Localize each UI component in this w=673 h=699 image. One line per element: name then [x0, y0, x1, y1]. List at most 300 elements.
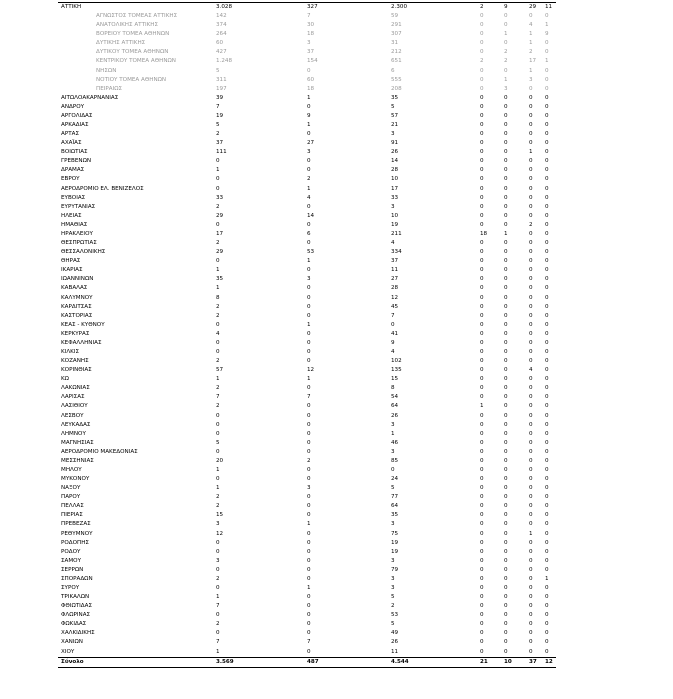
value-cell: 0	[529, 176, 533, 183]
table-row	[58, 466, 556, 475]
region-name: ΣΥΡΟΥ	[61, 585, 80, 591]
value-cell: 0	[216, 258, 220, 265]
region-name: ΕΥΒΟΙΑΣ	[61, 194, 86, 201]
value-cell: 0	[480, 67, 484, 74]
value-cell: 1	[545, 58, 549, 65]
value-cell: 0	[545, 403, 549, 410]
value-cell: 0	[545, 448, 549, 455]
region-name: ΑΕΡΟΔΡΟΜΙΟ ΜΑΚΕΔΟΝΙΑΣ	[61, 448, 138, 455]
value-cell: 0	[307, 240, 311, 247]
value-cell: 0	[480, 439, 484, 446]
table-row	[58, 493, 556, 502]
value-cell: 0	[545, 85, 549, 92]
region-name: ΛΑΚΩΝΙΑΣ	[61, 385, 90, 392]
value-cell: 26	[391, 412, 399, 419]
value-cell: 1	[307, 321, 311, 328]
value-cell: 0	[216, 539, 220, 546]
value-cell: 0	[545, 439, 549, 446]
value-cell: 9	[504, 4, 508, 10]
value-cell: 1	[529, 40, 533, 47]
region-name: ΧΑΝΙΩΝ	[61, 639, 83, 646]
value-cell: 0	[529, 103, 533, 110]
value-cell: 0	[545, 512, 549, 519]
value-cell: 0	[545, 457, 549, 464]
value-cell: 19	[391, 539, 399, 546]
value-cell: 0	[545, 367, 549, 374]
table-row	[58, 248, 556, 257]
value-cell: 26	[391, 639, 399, 646]
value-cell: 0	[480, 40, 484, 47]
region-name: ΚΩ	[61, 376, 69, 383]
value-cell: 0	[307, 494, 311, 501]
value-cell: 0	[307, 294, 311, 301]
value-cell: 0	[480, 49, 484, 56]
value-cell: 0	[545, 158, 549, 165]
region-name: ΔΥΤΙΚΗΣ ΑΤΤΙΚΗΣ	[96, 40, 146, 47]
region-name: ΤΡΙΚΑΛΩΝ	[61, 594, 90, 601]
region-name: ΗΛΕΙΑΣ	[61, 212, 82, 219]
value-cell: 0	[545, 557, 549, 564]
value-cell: 0	[529, 285, 533, 292]
value-cell: 0	[307, 548, 311, 555]
value-cell: 0	[480, 376, 484, 383]
region-name: ΛΗΜΝΟΥ	[61, 430, 86, 437]
value-cell: 0	[480, 494, 484, 501]
value-cell: 0	[545, 112, 549, 119]
value-cell: 64	[391, 503, 399, 510]
value-cell: 2	[216, 575, 220, 582]
value-cell: 0	[216, 476, 220, 483]
value-cell: 3	[391, 585, 395, 591]
value-cell: 0	[480, 294, 484, 301]
value-cell: 0	[216, 158, 220, 165]
value-cell: 0	[529, 521, 533, 528]
value-cell: 154	[307, 58, 318, 65]
value-cell: 0	[529, 94, 533, 101]
value-cell: 75	[391, 530, 399, 537]
value-cell: 3	[307, 485, 311, 492]
value-cell: 0	[480, 621, 484, 628]
value-cell: 1	[307, 585, 311, 591]
value-cell: 3	[307, 149, 311, 156]
value-cell: 0	[504, 103, 508, 110]
value-cell: 0	[480, 348, 484, 355]
value-cell: 0	[307, 131, 311, 138]
table-row	[58, 539, 556, 548]
value-cell: 0	[480, 85, 484, 92]
value-cell: 0	[504, 530, 508, 537]
value-cell: 18	[307, 85, 315, 92]
value-cell: 0	[504, 167, 508, 174]
value-cell: 0	[529, 294, 533, 301]
value-cell: 7	[216, 394, 220, 401]
value-cell: 0	[216, 421, 220, 428]
value-cell: 35	[391, 94, 399, 101]
value-cell: 0	[529, 548, 533, 555]
value-cell: 0	[504, 367, 508, 374]
table-row	[58, 303, 556, 312]
value-cell: 0	[504, 303, 508, 310]
value-cell: 49	[391, 630, 399, 637]
value-cell: 6	[391, 67, 395, 74]
value-cell: 0	[480, 212, 484, 219]
value-cell: 3	[307, 276, 311, 283]
value-cell: 0	[545, 267, 549, 274]
value-cell: 4	[216, 330, 220, 337]
value-cell: 0	[480, 394, 484, 401]
value-cell: 0	[504, 67, 508, 74]
value-cell: 0	[545, 466, 549, 473]
value-cell: 0	[480, 575, 484, 582]
value-cell: 19	[391, 221, 399, 228]
value-cell: 0	[545, 594, 549, 601]
value-cell: 0	[307, 421, 311, 428]
region-name: ΒΟΙΩΤΙΑΣ	[61, 149, 88, 156]
value-cell: 0	[545, 421, 549, 428]
table-row	[58, 520, 556, 529]
value-cell: 5	[391, 103, 395, 110]
value-cell: 0	[307, 430, 311, 437]
value-cell: 0	[545, 212, 549, 219]
value-cell: 0	[216, 348, 220, 355]
value-cell: 311	[216, 76, 227, 83]
value-cell: 0	[545, 476, 549, 483]
value-cell: 30	[307, 22, 315, 29]
value-cell: 0	[545, 348, 549, 355]
value-cell: 307	[391, 31, 402, 38]
value-cell: 2	[504, 49, 508, 56]
table-row	[58, 239, 556, 248]
region-name: ΓΡΕΒΕΝΩΝ	[61, 158, 92, 165]
value-cell: 0	[529, 249, 533, 256]
value-cell: 0	[504, 149, 508, 156]
value-cell: 31	[391, 40, 399, 47]
value-cell: 3	[391, 131, 395, 138]
value-cell: 8	[391, 385, 395, 392]
region-name: ΜΗΛΟΥ	[61, 466, 82, 473]
value-cell: 0	[504, 348, 508, 355]
value-cell: 0	[307, 476, 311, 483]
value-cell: 0	[480, 503, 484, 510]
region-name: ΦΘΙΩΤΙΔΑΣ	[61, 603, 92, 610]
value-cell: 1	[216, 485, 220, 492]
value-cell: 0	[529, 13, 533, 20]
value-cell: 0	[545, 321, 549, 328]
table-row	[58, 484, 556, 493]
value-cell: 29	[216, 249, 224, 256]
value-cell: 0	[307, 439, 311, 446]
value-cell: 0	[307, 648, 311, 655]
value-cell: 0	[480, 421, 484, 428]
value-cell: 0	[545, 585, 549, 591]
table-row	[58, 648, 556, 657]
value-cell: 0	[307, 167, 311, 174]
value-cell: 0	[545, 276, 549, 283]
value-cell: 0	[529, 594, 533, 601]
value-cell: 0	[545, 494, 549, 501]
value-cell: 0	[529, 539, 533, 546]
value-cell: 0	[529, 194, 533, 201]
region-name: ΕΒΡΟΥ	[61, 176, 80, 183]
value-cell: 0	[529, 321, 533, 328]
table-row	[58, 611, 556, 620]
value-cell: 2	[216, 303, 220, 310]
value-cell: 41	[391, 330, 399, 337]
value-cell: 0	[480, 412, 484, 419]
region-name: ΛΑΣΙΘΙΟΥ	[61, 403, 88, 410]
value-cell: 0	[529, 312, 533, 319]
value-cell: 0	[529, 230, 533, 237]
table-row	[58, 266, 556, 275]
region-name: ΦΛΩΡΙΝΑΣ	[61, 612, 91, 619]
value-cell: 0	[480, 112, 484, 119]
value-cell: 0	[307, 603, 311, 610]
value-cell: 0	[545, 394, 549, 401]
value-cell: 0	[480, 321, 484, 328]
value-cell: 0	[480, 240, 484, 247]
value-cell: 1	[307, 376, 311, 383]
value-cell: 0	[545, 249, 549, 256]
value-cell: 37	[391, 258, 399, 265]
value-cell: 0	[504, 112, 508, 119]
value-cell: 0	[545, 358, 549, 365]
value-cell: 0	[504, 321, 508, 328]
region-name: ΧΑΛΚΙΔΙΚΗΣ	[61, 630, 95, 637]
value-cell: 0	[504, 40, 508, 47]
value-cell: 14	[391, 158, 399, 165]
region-name: ΦΩΚΙΔΑΣ	[61, 621, 87, 628]
value-cell: 29	[529, 4, 537, 10]
value-cell: 0	[480, 22, 484, 29]
value-cell: 0	[545, 312, 549, 319]
region-name: ΝΗΣΩΝ	[96, 67, 117, 74]
value-cell: 7	[216, 639, 220, 646]
table-row	[58, 421, 556, 430]
value-cell: 0	[480, 521, 484, 528]
value-cell: 0	[529, 131, 533, 138]
table-subrow	[58, 76, 556, 85]
value-cell: 0	[529, 612, 533, 619]
value-cell: 1	[216, 648, 220, 655]
value-cell: 0	[545, 40, 549, 47]
region-name: ΛΕΣΒΟΥ	[61, 412, 84, 419]
value-cell: 2	[216, 240, 220, 247]
value-cell: 7	[391, 312, 395, 319]
value-cell: 4	[391, 240, 395, 247]
value-cell: 0	[529, 503, 533, 510]
value-cell: 0	[529, 566, 533, 573]
value-cell: 0	[504, 603, 508, 610]
table-row	[58, 330, 556, 339]
table-row	[58, 620, 556, 629]
value-cell: 0	[480, 648, 484, 655]
value-cell: 291	[391, 22, 402, 29]
table-row	[58, 575, 556, 584]
value-cell: 0	[529, 412, 533, 419]
value-cell: 27	[307, 140, 315, 147]
table-subrow	[58, 57, 556, 66]
total-row	[58, 657, 556, 668]
region-name: ΜΑΓΝΗΣΙΑΣ	[61, 439, 94, 446]
value-cell: 11	[391, 267, 399, 274]
table-row	[58, 629, 556, 638]
value-cell: 9	[545, 31, 549, 38]
value-cell: 1	[504, 230, 508, 237]
value-cell: 0	[504, 312, 508, 319]
value-cell: 264	[216, 31, 227, 38]
value-cell: 0	[216, 176, 220, 183]
value-cell: 33	[391, 194, 399, 201]
table-row	[58, 566, 556, 575]
table-row	[58, 212, 556, 221]
value-cell: 0	[504, 267, 508, 274]
value-cell: 1	[480, 403, 484, 410]
value-cell: 0	[307, 285, 311, 292]
table-row	[58, 402, 556, 411]
value-cell: 5	[216, 439, 220, 446]
value-cell: 7	[307, 13, 311, 20]
value-cell: 135	[391, 367, 402, 374]
region-name: ΚΟΖΑΝΗΣ	[61, 358, 89, 365]
value-cell: 7	[307, 394, 311, 401]
region-name: ΙΩΑΝΝΙΝΩΝ	[61, 276, 94, 283]
value-cell: 0	[480, 358, 484, 365]
value-cell: 0	[545, 285, 549, 292]
region-name: ΝΑΞΟΥ	[61, 485, 81, 492]
value-cell: 0	[529, 303, 533, 310]
table-row	[58, 430, 556, 439]
value-cell: 0	[529, 430, 533, 437]
value-cell: 0	[529, 494, 533, 501]
value-cell: 197	[216, 85, 227, 92]
value-cell: 0	[529, 394, 533, 401]
value-cell: 79	[391, 566, 399, 573]
region-name: ΜΥΚΟΝΟΥ	[61, 476, 90, 483]
region-name: ΠΑΡΟΥ	[61, 494, 81, 501]
region-name: ΣΠΟΡΑΔΩΝ	[61, 575, 93, 582]
value-cell: 10	[391, 212, 399, 219]
value-cell: 0	[545, 566, 549, 573]
value-cell: 0	[480, 249, 484, 256]
value-cell: 0	[529, 348, 533, 355]
value-cell: 9	[307, 112, 311, 119]
table-subrow	[58, 67, 556, 76]
value-cell: 1	[216, 466, 220, 473]
value-cell: 0	[529, 85, 533, 92]
value-cell: 3	[391, 521, 395, 528]
value-cell: 0	[480, 76, 484, 83]
value-cell: 0	[504, 122, 508, 129]
value-cell: 0	[529, 448, 533, 455]
value-cell: 9	[391, 339, 395, 346]
value-cell: 0	[480, 485, 484, 492]
table-row	[58, 375, 556, 384]
value-cell: 15	[216, 512, 224, 519]
total-cell: 37	[529, 658, 537, 665]
table-row	[58, 221, 556, 230]
value-cell: 2	[307, 457, 311, 464]
value-cell: 0	[529, 585, 533, 591]
value-cell: 5	[216, 67, 220, 74]
value-cell: 0	[307, 412, 311, 419]
value-cell: 0	[480, 176, 484, 183]
value-cell: 211	[391, 230, 402, 237]
value-cell: 45	[391, 303, 399, 310]
value-cell: 0	[504, 421, 508, 428]
value-cell: 35	[216, 276, 224, 283]
value-cell: 0	[480, 276, 484, 283]
value-cell: 0	[480, 131, 484, 138]
value-cell: 1	[529, 67, 533, 74]
value-cell: 0	[545, 76, 549, 83]
value-cell: 2	[216, 385, 220, 392]
value-cell: 0	[391, 321, 395, 328]
value-cell: 0	[504, 240, 508, 247]
value-cell: 0	[545, 67, 549, 74]
value-cell: 0	[545, 194, 549, 201]
value-cell: 0	[504, 285, 508, 292]
value-cell: 427	[216, 49, 227, 56]
value-cell: 1	[216, 594, 220, 601]
table-row	[58, 2, 556, 12]
value-cell: 0	[504, 376, 508, 383]
value-cell: 0	[504, 539, 508, 546]
table-body	[58, 2, 556, 657]
region-name: ΡΕΘΥΜΝΟΥ	[61, 530, 93, 537]
value-cell: 0	[216, 630, 220, 637]
table-row	[58, 139, 556, 148]
value-cell: 0	[504, 566, 508, 573]
table-row	[58, 185, 556, 194]
value-cell: 0	[307, 612, 311, 619]
table-row	[58, 548, 556, 557]
value-cell: 0	[545, 131, 549, 138]
value-cell: 0	[504, 412, 508, 419]
region-name: ΣΕΡΡΩΝ	[61, 566, 84, 573]
value-cell: 208	[391, 85, 402, 92]
value-cell: 0	[504, 639, 508, 646]
region-name: ΗΜΑΘΙΑΣ	[61, 221, 88, 228]
table-row	[58, 257, 556, 266]
value-cell: 0	[480, 203, 484, 210]
value-cell: 0	[504, 385, 508, 392]
table-row	[58, 348, 556, 357]
value-cell: 0	[480, 339, 484, 346]
value-cell: 0	[529, 167, 533, 174]
value-cell: 0	[545, 385, 549, 392]
value-cell: 0	[480, 557, 484, 564]
value-cell: 3	[529, 76, 533, 83]
value-cell: 0	[529, 403, 533, 410]
value-cell: 0	[504, 612, 508, 619]
value-cell: 0	[307, 512, 311, 519]
value-cell: 0	[480, 330, 484, 337]
value-cell: 0	[307, 530, 311, 537]
value-cell: 2	[504, 58, 508, 65]
region-name: ΠΡΕΒΕΖΑΣ	[61, 521, 91, 528]
table-row	[58, 121, 556, 130]
value-cell: 0	[529, 476, 533, 483]
value-cell: 60	[307, 76, 315, 83]
value-cell: 0	[545, 149, 549, 156]
value-cell: 0	[480, 258, 484, 265]
region-name: ΑΤΤΙΚΗ	[61, 4, 82, 10]
value-cell: 0	[480, 285, 484, 292]
value-cell: 0	[545, 630, 549, 637]
value-cell: 0	[216, 448, 220, 455]
value-cell: 19	[391, 548, 399, 555]
value-cell: 0	[545, 13, 549, 20]
